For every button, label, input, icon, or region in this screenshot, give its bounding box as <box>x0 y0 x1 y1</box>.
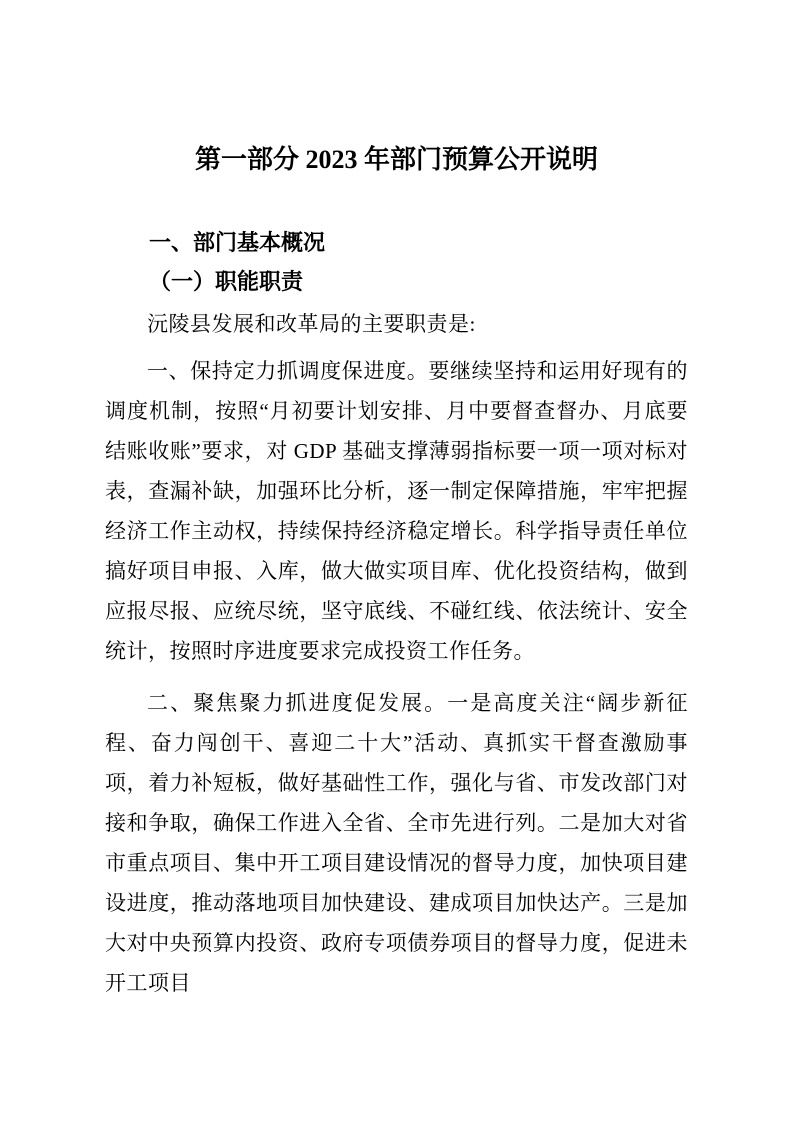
document-title: 第一部分 2023 年部门预算公开说明 <box>194 145 598 174</box>
body-paragraph-1: 一、保持定力抓调度保进度。要继续坚持和运用好现有的调度机制，按照“月初要计划安排、月中要督查督办、月底要结账收账”要求，对 GDP 基础支撑薄弱指标要一项一项对标对表，查漏补缺，加强环比分析，逐一制定保障措施，牢牢把握经济工作主动权，持续保持经济稳定增长。科学指导责任单位搞好项目申报、入库，做大做实项目库、优化投资结构，做到应报尽报、应统尽统，坚守底线、不碰红线、依法统计、安全统计，按照时序进度要求完成投资工作任务。 <box>105 359 688 663</box>
subsection-heading: （一）职能职责 <box>149 269 304 294</box>
intro-paragraph: 沅陵县发展和改革局的主要职责是: <box>147 312 476 336</box>
section-heading: 一、部门基本概况 <box>149 230 326 255</box>
body-paragraph-2: 二、聚焦聚力抓进度促发展。一是高度关注“阔步新征程、奋力闯创干、喜迎二十大”活动、真抓实干督查激励事项，着力补短板，做好基础性工作，强化与省、市发改部门对接和争取，确保工作进入全省、全市先进行列。二是加大对省市重点项目、集中开工项目建设情况的督导力度，加快项目建设进度，推动落地项目加快建设、建成项目加快达产。三是加大对中央预算内投资、政府专项债券项目的督导力度，促进未开工项目 <box>105 691 688 995</box>
